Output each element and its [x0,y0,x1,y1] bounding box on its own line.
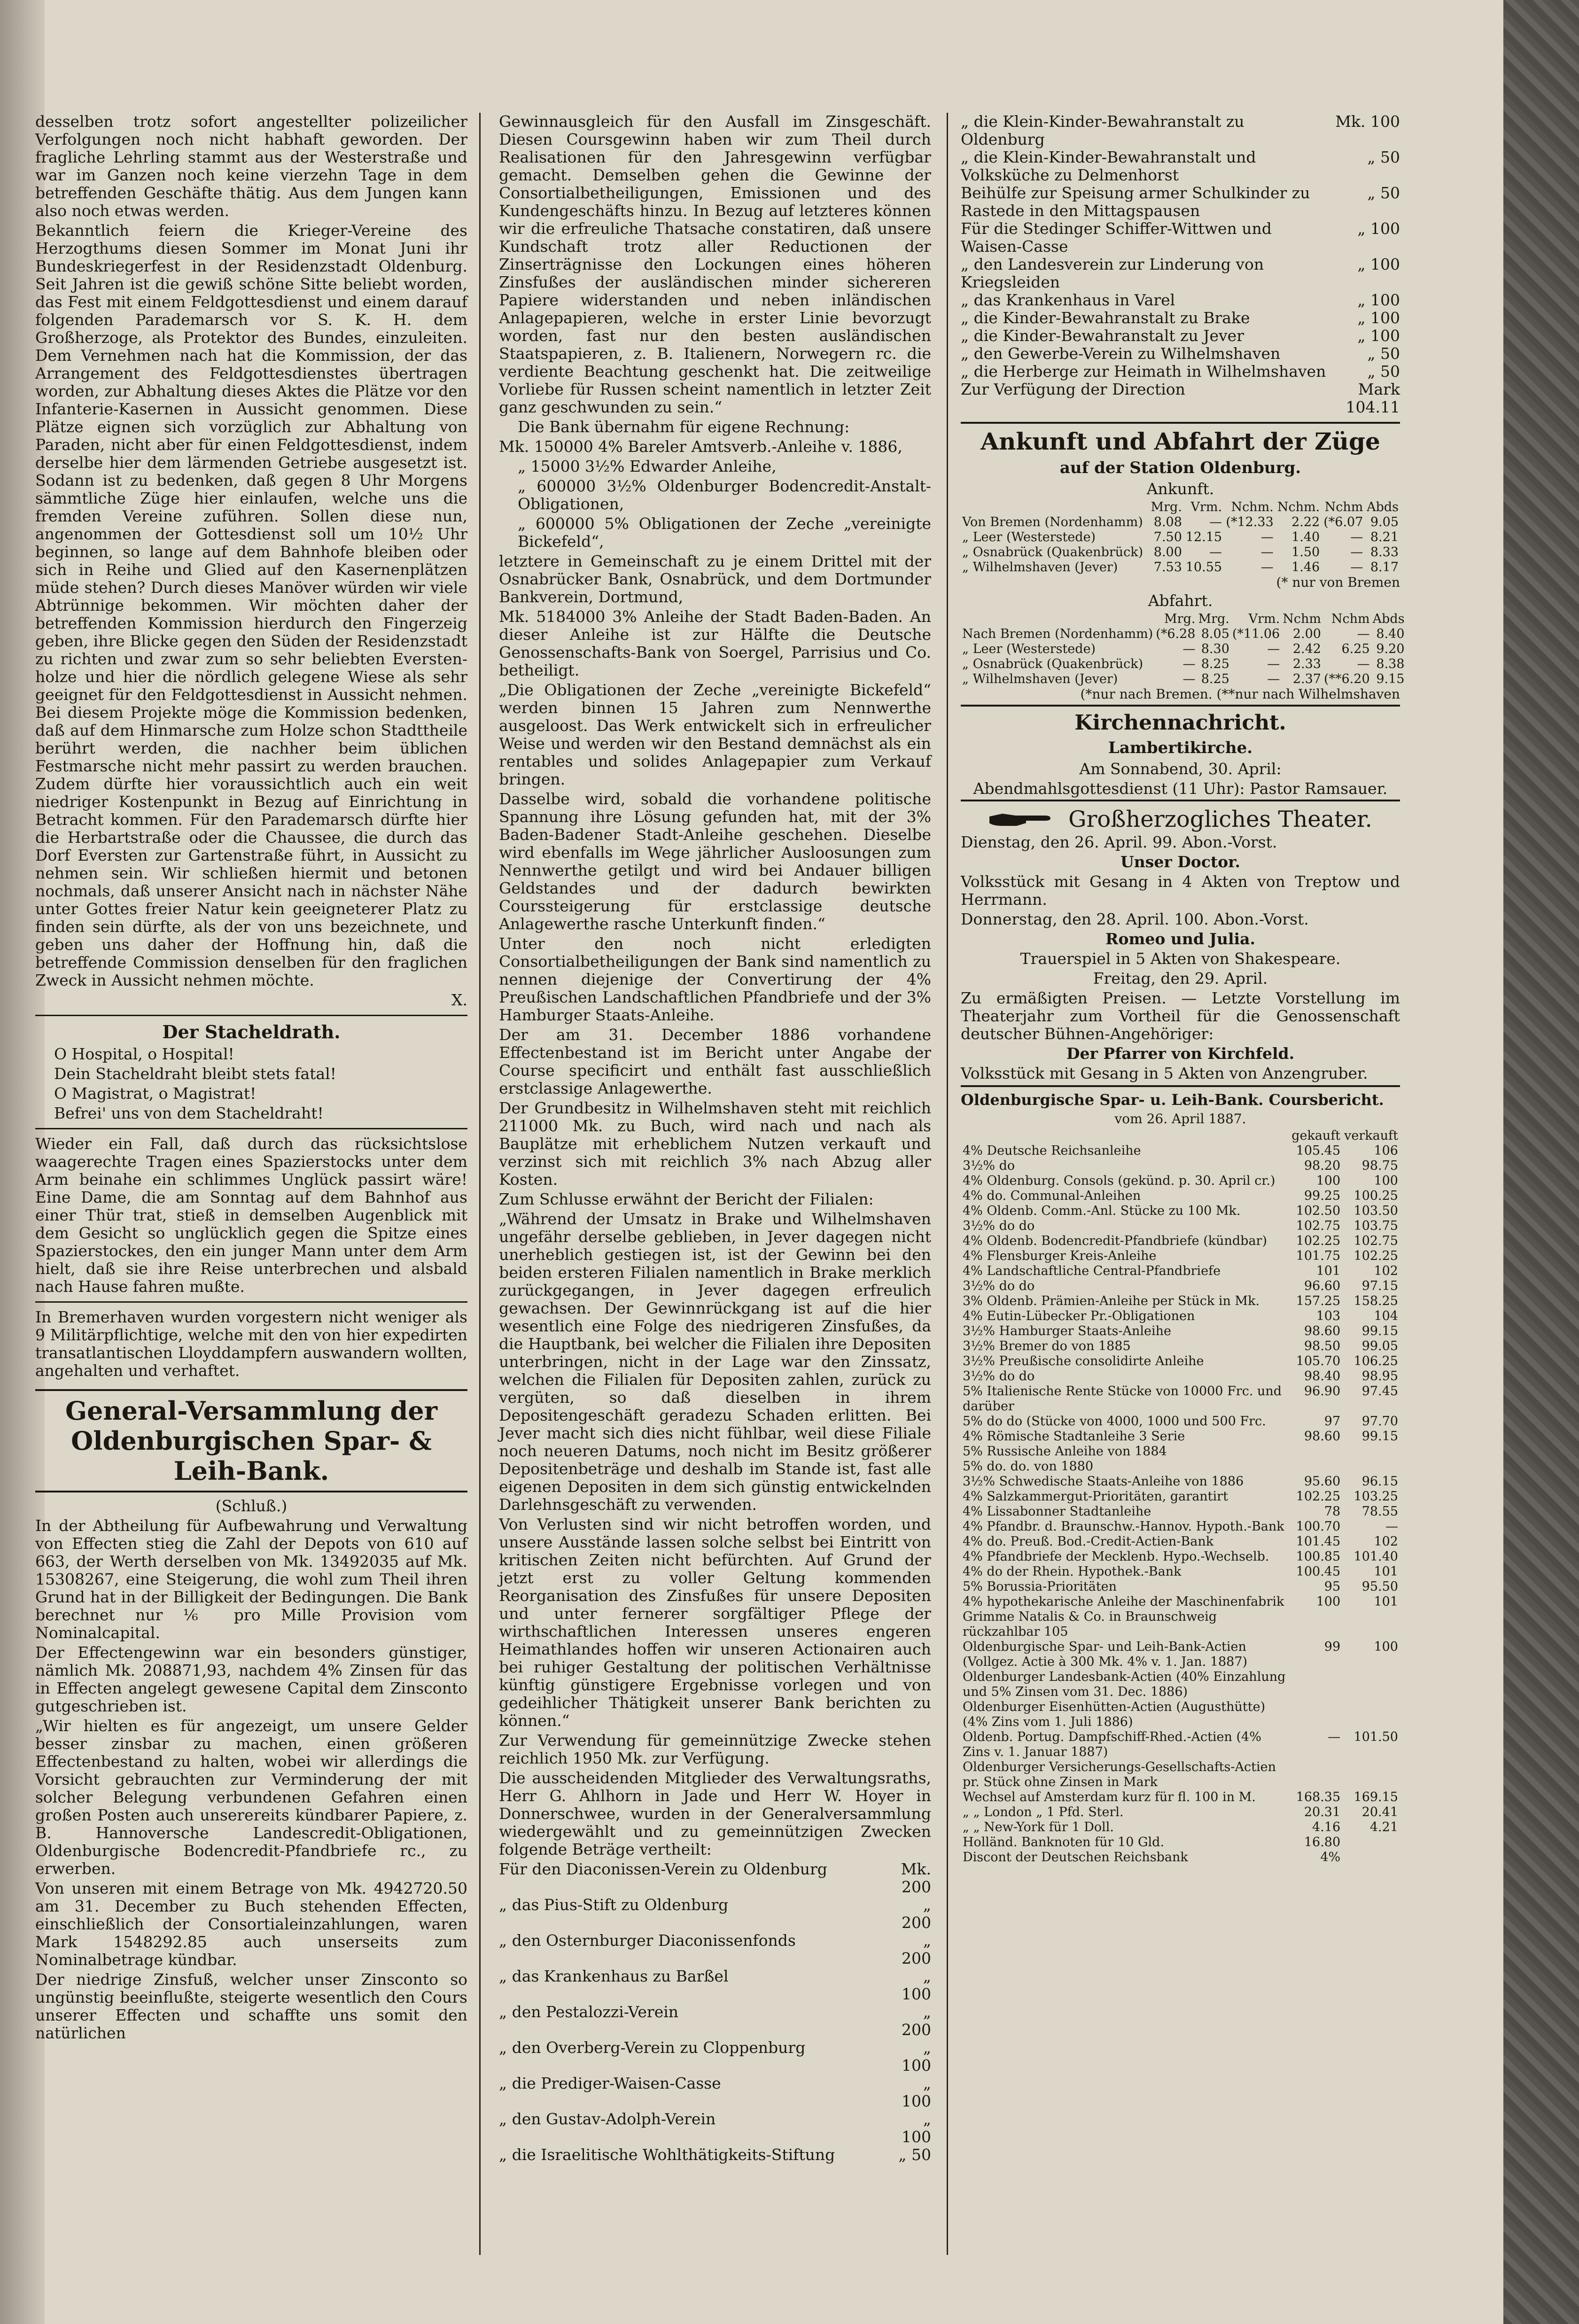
security-name: Wechsel auf Amsterdam kurz für fl. 100 in M. [963,1790,1256,1804]
price-sold: — [1385,1519,1398,1534]
price-bought [1290,1700,1342,1730]
security-name: Oldenburger Landesbank-Actien (40% Einzahlung und 5% Zinsen vom 31. Dec. 1886) [963,1670,1286,1699]
donation-row: „ den Gustav-Adolph-Verein „ 100 [499,2110,931,2146]
price-bought [1290,1459,1342,1474]
table-row: „ Osnabrück (Quakenbrück) 8.00 — — 1.50 — 8.33 [962,545,1399,560]
theater-date: Freitag, den 29. April. [1093,969,1268,987]
table-row [961,1279,1400,1294]
table-row [961,1384,1400,1414]
security-name: 5% do do (Stücke von 4000, 1000 und 500 Frc. [963,1414,1266,1429]
divider [35,1015,467,1016]
security-name: 3½% Preußische consolidirte Anleihe [963,1354,1204,1368]
poem-line: O Hospital, o Hospital! [54,1045,234,1063]
price-bought: 98.60 [1304,1429,1341,1444]
paragraph-kriegerfest: Bekanntlich feiern die Krieger-Vereine des Herzogthums diesen Sommer im Monat Juni ihr Bundeskriegerfest in der Residenzstadt Oldenburg. Seit Jahren ist die gewiß schöne Sitte beliebt worden, das Fest mit einem Feldgottesdienst und einem darauf folgenden Parademarsch vor S. K. H. dem Großherzoge, als Protektor des Bundes, einzuleiten. Dem Vernehmen nach hat die Kommission, der das Arrangement des Feldgottesdienstes übertragen worden, zur Abhaltung dieses Aktes die Plätze vor den Infanterie-Kasernen in Aussicht genommen. Diese Plätze eignen sich vorzüglich zur Abhaltung von Paraden, nicht aber für einen Feldgottesdienst, indem derselbe hier dem lärmenden Getriebe ausgesetzt ist. Sodann ist zu bedenken, daß gegen 8 Uhr Morgens sämmtliche Züge hier einlaufen, welche uns die fremden Vereine zuführen. Sollen diese nun, angenommen der Gottesdienst soll um 10½ Uhr beginnen, so lange auf dem Bahnhofe bleiben oder sich in Reihe und Glied auf den Kasernenplätzen müde stehen? Durch dieses Manöver würden wir viele Abtrünnige bekommen. Wir möchten daher der betreffenden Kommission hierdurch den Fingerzeig geben, ihre Blicke gegen den Süden der Residenzstadt zu richten und zwar zum so sehr beliebten Eversten-holze und hier die nördlich gelegene Wiese als sehr geeignet für den Feldgottesdienst in Aussicht nehmen. Bei diesem Projekte möge die Kommission bedenken, daß auf dem Hinmarsche zum Holze schon Stadttheile berührt werden, die nachher beim üblichen Festmarsche nicht mehr passirt zu werden brauchen. Zudem dürfte hier voraussichtlich auch ein weit niedriger Kostenpunkt in Bezug auf Einrichtung in Betracht kommen. Für den Parademarsch dürfte hier die Herbartstraße oder die Chaussee, die durch das Dorf Eversten zur Gartenstraße führt, in Aussicht zu nehmen sein. Wir schließen hiermit und betonen nochmals, daß unserer Ansicht nach in nächster Nähe unter Gottes freier Natur kein geeigneterer Platz zu finden sein dürfte, als der von uns bezeichnete, und geben uns daher der Hoffnung hin, daß die betreffende Commission denselben für den fraglichen Zweck in Aussicht nehmen möchte. [35,221,467,989]
donation-row: Für die Stedinger Schiffer-Wittwen und Waisen-Casse „ 100 [961,219,1400,256]
paragraph-apprentice: desselben trotz sofort angestellter polizeilicher Verfolgungen noch nicht habhaft geworden. Der fragliche Lehrling stammt aus der Westerstraße und war im Ganzen noch keine vierzehn Tage in dem betreffenden Geschäfte thätig. Aus dem Jungen kann also noch etwas werden. [35,112,467,220]
security-name: 3½% do do [963,1219,1035,1233]
play-description: Zu ermäßigten Preisen. — Letzte Vorstellung im Theaterjahr zum Vortheil für die Genossenschaft deutscher Bühnen-Angehöriger: [961,989,1400,1043]
price-bought: 20.31 [1304,1805,1341,1819]
column-1 [35,113,467,2044]
security-name: Oldenburgische Spar- und Leih-Bank-Actien (Vollgez. Actie à 300 Mk. 4% v. 1. Jan. 1887) [963,1640,1248,1669]
table-row [961,1489,1400,1504]
price-bought: 98.50 [1304,1339,1341,1353]
table-row: „ Wilhelmshaven (Jever) — 8.25 — 2.37 (**6.20 9.15 [962,672,1405,686]
course-table [961,1128,1400,1865]
table-row [961,1579,1400,1594]
divider [35,1128,467,1129]
paragraph-filialen-intro: Zum Schlusse erwähnt der Bericht der Filialen: [499,1190,874,1208]
paragraph-bremerhaven: In Bremerhaven wurden vorgestern nicht weniger als 9 Militärpflichtige, welche mit den von hier expedirten transatlantischen Lloyddampfern auswandern wollten, angehalten und verhaftet. [35,1308,467,1380]
paragraph-depots: In der Abtheilung für Aufbewahrung und Verwaltung von Effecten stieg die Zahl der Depots von 610 auf 663, der Werth derselben von Mk. 13492035 auf Mk. 15308267, eine Steigerung, die wohl zum Theil ihren Grund hat in der Billigkeit der Bedingungen. Die Bank berechnet nur ⅙ pro Mille Provision vom Nominalcapital. [35,1516,467,1642]
security-name: 4% Lissabonner Stadtanleihe [963,1504,1151,1519]
price-bought: 105.70 [1296,1354,1341,1368]
security-name: 5% Borussia-Prioritäten [963,1579,1117,1594]
price-bought: 102.50 [1296,1204,1341,1218]
security-name: 3½% do [963,1158,1015,1173]
price-bought: 101.75 [1296,1249,1341,1263]
security-name: „ „ New-York für 1 Doll. [963,1820,1114,1834]
price-sold: 102.75 [1353,1234,1398,1248]
table-row [961,1369,1400,1384]
security-name: 4% Pfandbr. d. Braunschw.-Hannov. Hypoth.-Bank [963,1519,1284,1534]
price-bought: 103 [1316,1309,1341,1323]
pointing-hand-icon [988,809,1059,830]
table-row [961,1354,1400,1369]
paragraph-bank-uebernahm: Die Bank übernahm für eigene Rechnung: [518,418,850,436]
security-name: Oldenb. Portug. Dampfschiff-Rhed.-Actien (4% Zins v. 1. Januar 1887) [963,1730,1261,1759]
security-name: Oldenburger Versicherungs-Gesellschafts-Actien pr. Stück ohne Zinsen in Mark [963,1760,1276,1789]
table-row [961,1670,1400,1700]
price-sold [1342,1444,1400,1459]
price-bought [1290,1444,1342,1459]
arrival-table [961,500,1400,575]
price-bought: 96.60 [1304,1279,1341,1293]
play-title: Der Pfarrer von Kirchfeld. [1066,1044,1295,1063]
security-name: 3½% Hamburger Staats-Anleihe [963,1324,1172,1338]
price-sold: 100.25 [1353,1189,1398,1203]
play-description: Volksstück mit Gesang in 4 Akten von Treptow und Herrmann. [961,872,1400,909]
price-bought: 96.90 [1304,1384,1341,1399]
paragraph-verwaltungsrath: Die ausscheidenden Mitglieder des Verwaltungsraths, Herr G. Ahlhorn in Jade und Herr W. Hoyer in Donnerschwee, wurden in der Generalversammlung wiedergewählt und zu gemeinnützigen Zwecken folgende Beträge vertheilt: [499,1769,931,1858]
price-sold: 100 [1374,1640,1398,1654]
loan-item: „ 15000 3½% Edwarder Anleihe, [518,457,777,475]
price-sold: 98.75 [1361,1158,1398,1173]
price-sold: 98.95 [1361,1369,1398,1384]
price-bought: 101.45 [1296,1534,1341,1549]
table-row [961,1820,1400,1835]
table-row [961,1459,1400,1474]
column-2 [499,113,931,2164]
donation-row: „ die Kinder-Bewahranstalt zu Brake „ 100 [961,309,1400,327]
table-row [961,1219,1400,1234]
security-name: 4% Römische Stadtanleihe 3 Serie [963,1429,1185,1444]
poem-title: Der Stacheldrath. [162,1021,341,1042]
conclusion-note: (Schluß.) [215,1497,288,1515]
price-bought: 100.45 [1296,1564,1341,1579]
price-bought: 168.35 [1296,1790,1341,1804]
paragraph-zinsfuss: Der niedrige Zinsfuß, welcher unser Zinsconto so ungünstig beeinflußte, steigerte wesentlich den Cours unserer Effecten und schaffte uns somit den natürlichen [35,1970,467,2042]
price-sold: 20.41 [1361,1805,1398,1819]
price-bought: 102.25 [1296,1489,1341,1504]
church-day: Am Sonnabend, 30. April: [1079,760,1282,778]
donation-row: „ das Krankenhaus zu Barßel „ 100 [499,1967,931,2003]
column-3 [961,112,1405,1865]
security-name: 4% Oldenburg. Consols (gekünd. p. 30. April cr.) [963,1174,1276,1188]
price-sold: 97.70 [1361,1414,1398,1429]
general-meeting-title: General-Versammlung der Oldenburgischen Spar- & Leih-Bank. [35,1389,467,1492]
price-sold: 169.15 [1353,1790,1398,1804]
table-row [961,1594,1400,1640]
table-row [961,1264,1400,1279]
security-name: 3½% do do [963,1279,1035,1293]
price-sold: 101 [1374,1564,1398,1579]
table-row [961,1700,1400,1730]
church-service: Abendmahlsgottesdienst (11 Uhr): Pastor Ramsauer. [973,779,1388,798]
price-bought: 101 [1316,1264,1341,1278]
price-sold: 103.75 [1353,1219,1398,1233]
loan-item: „ 600000 5% Obligationen der Zeche „vereinigte Bickefeld“, [518,514,931,551]
security-name: Holländ. Banknoten für 10 Gld. [963,1835,1165,1850]
table-row [961,1249,1400,1264]
paragraph-effecten-betrag: Von unseren mit einem Betrage von Mk. 4942720.50 am 31. December zu Buch stehenden Effecten, einschließlich der Consortialeinzahlungen, waren Mark 1548292.85 auch unserseits zum Nominalbetrage kündbar. [35,1879,467,1969]
table-row [961,1850,1400,1865]
paragraph-gewinnausgleich: Gewinnausgleich für den Ausfall im Zinsgeschäft. Diesen Coursgewinn haben wir zum Theil durch Realisationen für den Jahresgewinn verfügbar gemacht. Demselben gehen die Gewinne der Consortialbetheiligungen, Emissionen und des Kundengeschäfts hinzu. In Bezug auf letzteres können wir die erfreuliche Thatsache constatiren, daß unsere Kundschaft trotz aller Reductionen der Zinserträgnisse den Lockungen eines höheren Zinsfußes der ausländischen minder sichereren Papiere widerstanden und neben inländischen Anlagepapieren, welche in erster Linie bevorzugt worden, fast nur den besten ausländischen Staatspapieren, z. B. Italienern, Norwegern rc. die verdiente Beachtung geschenkt hat. Die zeitweilige Vorliebe für Russen scheint namentlich in letzter Zeit ganz geschwunden zu sein.“ [499,112,931,416]
price-sold [1342,1459,1400,1474]
donation-row: „ den Overberg-Verein zu Cloppenburg „ 100 [499,2038,931,2075]
security-name: 3½% Schwedische Staats-Anleihe von 1886 [963,1474,1244,1489]
price-sold: 158.25 [1353,1294,1398,1308]
paragraph-spannung: Dasselbe wird, sobald die vorhandene politische Spannung ihre Lösung gefunden hat, mit der 3% Baden-Badener Stadt-Anleihe geschehen. Dieselbe wird ebenfalls im Wege jährlicher Ausloosungen zum Nennwerthe getilgt und wird bei Andauer billigen Geldstandes und der dadurch bewirkten Courssteigerung für erstclassige deutsche Anlagewerthe rasche Unterkunft finden.“ [499,790,931,933]
paragraph-verwendung: Zur Verwendung für gemeinnützige Zwecke stehen reichlich 1950 Mk. zur Verfügung. [499,1731,931,1767]
donation-row: „ die Prediger-Waisen-Casse „ 100 [499,2074,931,2110]
price-sold: 100 [1374,1174,1398,1188]
price-bought: 4% [1320,1850,1341,1865]
play-title: Unser Doctor. [1120,853,1241,871]
poem-line: Dein Stacheldraht bleibt stets fatal! [54,1065,336,1083]
paragraph-effectenbestand: Der am 31. December 1886 vorhandene Effectenbestand ist im Bericht unter Angabe der Course specificirt und enthält fast ausschließlich erstclassige Anlagewerthe. [499,1026,931,1097]
price-bought: 95.60 [1304,1474,1341,1489]
course-table-body [961,1143,1400,1865]
donation-row: „ die Israelitische Wohlthätigkeits-Stiftung „ 50 [499,2145,931,2164]
church-news-title: Kirchennachricht. [961,705,1400,736]
column-divider [479,113,481,2255]
donation-row: „ die Kinder-Bewahranstalt zu Jever „ 100 [961,326,1400,345]
donation-row: „ das Pius-Stift zu Oldenburg „ 200 [499,1896,931,1932]
price-bought: 97 [1324,1414,1341,1429]
loan-item: „ 600000 3½% Oldenburger Bodencredit-Anstalt-Obligationen, [518,477,931,513]
price-bought [1290,1670,1342,1700]
price-bought: 4.16 [1312,1820,1341,1834]
donation-row: „ die Herberge zur Heimath in Wilhelmshaven „ 50 [961,362,1400,381]
price-sold: 101.40 [1353,1549,1398,1564]
table-row [961,1835,1400,1850]
donation-row: Beihülfe zur Speisung armer Schulkinder zu Rastede in den Mittagspausen „ 50 [961,184,1400,220]
price-sold: 99.15 [1361,1429,1398,1444]
table-row [961,1414,1400,1429]
table-row: „ Wilhelmshaven (Jever) 7.53 10.55 — 1.46 — 8.17 [962,560,1399,575]
table-row [961,1474,1400,1489]
table-header: Mrg. Mrg. Vrm. Nchm Nchm Abds [1164,612,1405,626]
train-schedule-subtitle: auf der Station Oldenburg. [1059,459,1301,477]
price-sold: 97.45 [1361,1384,1398,1399]
paragraph-effectengewinn: Der Effectengewinn war ein besonders günstiger, nämlich Mk. 208871,93, nachdem 4% Zinsen für das in Effecten angelegt gewesene Capital dem Zinsconto gutgeschrieben ist. [35,1643,467,1715]
price-sold [1342,1760,1400,1790]
table-row: „ Leer (Westerstede) 7.50 12.15 — 1.40 — 8.21 [962,530,1399,544]
price-sold: 103.50 [1353,1204,1398,1218]
table-row [961,1174,1400,1189]
paragraph-spazierstock: Wieder ein Fall, daß durch das rücksichtslose waagerechte Tragen eines Spazierstocks unter dem Arm beinahe ein schlimmes Unglück passirt wäre! Eine Dame, die am Sonntag auf dem Bahnhof aus einer Thür trat, stieß in demselben Augenblick mit dem Gesicht so unglücklich gegen die Spitze eines Spazierstockes, den ein junger Mann unter dem Arm hielt, daß sie ihre Reise unterbrechen und alsbald nach Hause fahren mußte. [35,1135,467,1296]
price-sold [1342,1670,1400,1700]
donation-row: „ den Osternburger Diaconissenfonds „ 200 [499,1931,931,1967]
table-row [961,1504,1400,1519]
price-bought: 98.60 [1304,1324,1341,1338]
departure-table [961,612,1406,687]
table-row [961,1309,1400,1324]
security-name: Oldenburger Eisenhütten-Actien (Augusthütte) (4% Zins vom 1. Juli 1886) [963,1700,1266,1729]
paragraph-filialen: „Während der Umsatz in Brake und Wilhelmshaven ungefähr derselbe geblieben, in Jever dagegen nicht unerheblich gestiegen ist, ist der Gewinn bei den beiden ersteren Filialen namentlich in Brake merklich zurückgegangen, in Jever dagegen erfreulich gewachsen. Der Gewinnrückgang ist auf die hier wesentlich eine Folge des niedrigeren Zinsfußes, da die Hauptbank, bei welcher die Filialen ihre Depositen unterbringen, nicht in der Lage war den Zinssatz, welchen die Filialen für Depositen zahlen, zurück zu vergüten, so daß dieselben in ihrem Depositengeschäft geradezu Schaden erlitten. Bei Jever macht sich dies nicht fühlbar, weil diese Filiale noch neueren Datums, noch nicht im Besitz größerer Depositenbeträge und deshalb im Stande ist, fast alle eigenen Depositen in dem sich günstig entwickelnden Darlehnsgeschäft zu verwenden. [499,1210,931,1514]
price-bought: 95 [1324,1579,1341,1594]
table-row [961,1189,1400,1204]
price-bought: 102.75 [1296,1219,1341,1233]
play-description: Trauerspiel in 5 Akten von Shakespeare. [1020,949,1341,968]
security-name: 4% Deutsche Reichsanleihe [963,1143,1141,1158]
table-header: gekauft verkauft [1291,1128,1398,1143]
table-row: Nach Bremen (Nordenhamm) (*6.28 8.05 (*11.06 2.00 — 8.40 [962,627,1405,641]
security-name: 4% hypothekarische Anleihe der Maschinenfabrik Grimme Natalis & Co. in Braunschweig rückzahlbar 105 [963,1594,1284,1639]
security-name: 5% Italienische Rente Stücke von 10000 Frc. und darüber [963,1384,1282,1414]
table-row [961,1324,1400,1339]
donation-row: „ den Gewerbe-Verein zu Wilhelmshaven „ 50 [961,344,1400,363]
paragraph-bickefeld: „Die Obligationen der Zeche „vereinigte Bickefeld“ werden binnen 15 Jahren zum Nennwerthe ausgeloost. Das Werk entwickelt sich in erfreulicher Weise und werden wir den Bestand demnächst als ein rentables und solides Anlagepapier zum Verkauf bringen. [499,681,931,788]
security-name: 3½% Bremer do von 1885 [963,1339,1131,1353]
paragraph-grundbesitz: Der Grundbesitz in Wilhelmshaven steht mit reichlich 211000 Mk. zu Buch, wird nach und nach als Bauplätze mit erheblichem Nutzen verkauft und verzinst sich mit reichlich 3% nach Abzug aller Kosten. [499,1099,931,1189]
church-name: Lambertikirche. [1108,738,1253,757]
price-bought: 16.80 [1304,1835,1341,1850]
theater-date: Dienstag, den 26. April. 99. Abon.-Vorst. [961,833,1277,851]
arrival-note: (* nur von Bremen [1276,575,1400,590]
table-row [961,1519,1400,1534]
theater-date: Donnerstag, den 28. April. 100. Abon.-Vorst. [961,910,1309,928]
donation-row: „ den Pestalozzi-Verein „ 200 [499,2003,931,2039]
paragraph-gelder: „Wir hielten es für angezeigt, um unsere Gelder besser zinsbar zu machen, einen größeren Effectenbestand zu halten, wobei wir allerdings die Vorsicht gebrauchten zur Verminderung der mit solcher Belegung verbundenen Gefahren einen großen Posten auch unserereits kündbarer Papiere, z. B. Hannoversche Landescredit-Obligationen, Oldenburgische Bodencredit-Pfandbriefe rc., zu erwerben. [35,1717,467,1878]
price-sold: 102 [1374,1264,1398,1278]
paragraph-consortial: Unter den noch nicht erledigten Consortialbetheiligungen der Bank sind namentlich zu nennen diejenige der Convertirung der 4% Preußischen Landschaftlichen Pfandbriefe und der 3% Hamburger Staats-Anleihe. [499,934,931,1024]
price-sold [1342,1850,1400,1865]
price-bought: 98.40 [1304,1369,1341,1384]
donation-row: „ das Krankenhaus in Varel „ 100 [961,291,1400,309]
table-row [961,1549,1400,1564]
table-row [961,1234,1400,1249]
paragraph-verluste: Von Verlusten sind wir nicht betroffen worden, und unsere Ausstände lassen solche selbst bei Eintritt von kritischen Zeiten nicht befürchten. Auf Grund der jetzt erst zu voller Geltung kommenden Reorganisation des Zinsfußes für unsere Depositen und unter fernerer sorgfältiger Pflege der wirthschaftlichen Interessen unseres engeren Heimathlandes hoffen wir unseren Actionairen auch bei ruhiger Gestaltung der politischen Verhältnisse künftig günstigere Ergebnisse vorlegen und von gedeihlicher Thätigkeit unserer Bank berichten zu können.“ [499,1515,931,1730]
price-bought: 105.45 [1296,1143,1341,1158]
poem-line: O Magistrat, o Magistrat! [54,1084,257,1103]
table-row [961,1640,1400,1670]
security-name: 4% Eutin-Lübecker Pr.-Obligationen [963,1309,1195,1323]
play-title: Romeo und Julia. [1105,930,1255,948]
loan-item: Mk. 150000 4% Bareler Amtsverb.-Anleihe v. 1886, [499,437,902,456]
price-sold: 104 [1374,1309,1398,1323]
security-name: 5% Russische Anleihe von 1884 [963,1444,1167,1459]
security-name: Discont der Deutschen Reichsbank [963,1850,1188,1865]
price-bought [1290,1760,1342,1790]
security-name: 4% Oldenb. Comm.-Anl. Stücke zu 100 Mk. [963,1204,1241,1218]
departure-heading: Abfahrt. [1148,591,1213,610]
donation-row: Für den Diaconissen-Verein zu Oldenburg Mk. 200 [499,1860,931,1896]
security-name: 3% Oldenb. Prämien-Anleihe per Stück in Mk. [963,1294,1260,1308]
price-bought: 98.20 [1304,1158,1341,1173]
table-row: „ Leer (Westerstede) — 8.30 — 2.42 6.25 9.20 [962,642,1405,656]
price-bought: 157.25 [1296,1294,1341,1308]
price-sold: 106 [1374,1143,1398,1158]
price-bought: 99.25 [1304,1189,1341,1203]
play-description: Volksstück mit Gesang in 5 Akten von Anzengruber. [961,1064,1368,1082]
course-report-title: Oldenburgische Spar- u. Leih-Bank. Coursbericht. [961,1085,1400,1109]
donation-row: „ die Klein-Kinder-Bewahranstalt zu Oldenburg Mk. 100 [961,112,1400,148]
table-row [961,1204,1400,1219]
price-sold: 78.55 [1361,1504,1398,1519]
price-sold: 101.50 [1353,1730,1398,1744]
price-sold: 102 [1374,1534,1398,1549]
table-row [961,1429,1400,1444]
poem-line: Befrei' uns von dem Stacheldraht! [54,1104,324,1122]
price-bought: 100.70 [1296,1519,1341,1534]
price-sold: 101 [1374,1594,1398,1609]
book-binding-edge [1503,0,1579,2324]
theater-title: Großherzogliches Theater. [1068,806,1372,832]
security-name: 4% do. Preuß. Bod.-Credit-Actien-Bank [963,1534,1214,1549]
theater-header [961,800,1400,833]
donation-row: Zur Verfügung der Direction Mark 104.11 [961,380,1400,416]
price-bought: 102.25 [1296,1234,1341,1248]
departure-note: (*nur nach Bremen. (**nur nach Wilhelmshaven [1080,686,1400,702]
table-row: „ Osnabrück (Quakenbrück) — 8.25 — 2.33 — 8.38 [962,657,1405,671]
table-row [961,1760,1400,1790]
price-sold: 99.15 [1361,1324,1398,1338]
security-name: 4% Landschaftliche Central-Pfandbriefe [963,1264,1221,1278]
price-sold: 106.25 [1353,1354,1398,1368]
security-name: „ „ London „ 1 Pfd. Sterl. [963,1805,1124,1819]
table-row [961,1534,1400,1549]
price-sold [1342,1835,1400,1850]
security-name: 4% do. Communal-Anleihen [963,1189,1141,1203]
table-row [961,1158,1400,1174]
price-bought: 100.85 [1296,1549,1341,1564]
price-bought: 100 [1316,1174,1341,1188]
table-header: Mrg. Vrm. Nchm. Nchm. Nchm Abds [1151,500,1399,514]
security-name: 4% do der Rhein. Hypothek.-Bank [963,1564,1182,1579]
table-row [961,1730,1400,1760]
train-schedule-title: Ankunft und Abfahrt der Züge [961,422,1400,456]
arrival-heading: Ankunft. [1146,480,1214,498]
table-row [961,1805,1400,1820]
table-row [961,1294,1400,1309]
donation-row: „ den Landesverein zur Linderung von Kriegsleiden „ 100 [961,255,1400,291]
price-sold: 97.15 [1361,1279,1398,1293]
table-row [961,1790,1400,1805]
price-sold [1342,1700,1400,1730]
security-name: 4% Flensburger Kreis-Anleihe [963,1249,1157,1263]
security-name: 4% Salzkammergut-Prioritäten, garantirt [963,1489,1228,1504]
divider [35,1301,467,1303]
price-sold: 95.50 [1361,1579,1398,1594]
table-row [961,1444,1400,1459]
price-sold: 103.25 [1353,1489,1398,1504]
security-name: 3½% do do [963,1369,1035,1384]
course-report-date: vom 26. April 1887. [1114,1111,1246,1127]
security-name: 4% Oldenb. Bodencredit-Pfandbriefe (kündbar) [963,1234,1267,1248]
price-bought: 99 [1324,1640,1341,1654]
price-bought: 100 [1316,1594,1341,1609]
table-row [961,1339,1400,1354]
paragraph-osnabrueck: letztere in Gemeinschaft zu je einem Drittel mit der Osnabrücker Bank, Osnabrück, und dem Dortmunder Bankverein, Dortmund, [499,552,931,606]
table-row: Von Bremen (Nordenhamm) 8.08 — (*12.33 2.22 (*6.07 9.05 [962,515,1399,529]
table-row [961,1564,1400,1579]
security-name: 5% do. do. von 1880 [963,1459,1094,1474]
price-bought: 78 [1324,1504,1341,1519]
price-bought: — [1328,1730,1341,1744]
price-sold: 102.25 [1353,1249,1398,1263]
price-sold: 96.15 [1361,1474,1398,1489]
column-divider [947,113,948,2255]
donation-row: „ die Klein-Kinder-Bewahranstalt und Volksküche zu Delmenhorst „ 50 [961,148,1400,184]
paragraph-baden-baden: Mk. 5184000 3% Anleihe der Stadt Baden-Baden. An dieser Anleihe ist zur Hälfte die Deutsche Genossenschafts-Bank von Soergel, Parrisius und Co. betheiligt. [499,607,931,679]
price-sold: 4.21 [1369,1820,1398,1834]
paragraph-signature: X. [451,991,467,1009]
security-name: 4% Pfandbriefe der Mecklenb. Hypo.-Wechselb. [963,1549,1269,1564]
table-row [961,1143,1400,1158]
price-sold: 99.05 [1361,1339,1398,1353]
